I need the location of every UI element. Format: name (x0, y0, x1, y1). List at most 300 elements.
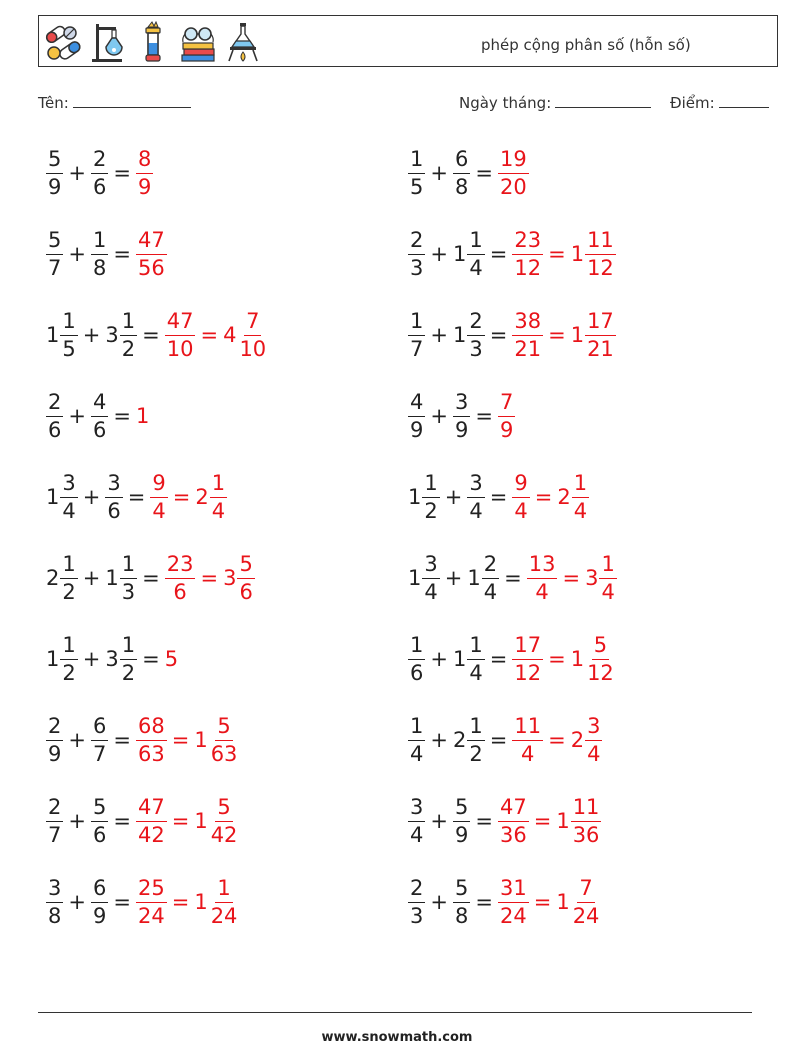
numerator: 2 (482, 553, 499, 579)
fraction (512, 634, 543, 685)
denominator: 63 (137, 741, 165, 766)
fraction (571, 796, 602, 847)
whole-part: 2 (557, 485, 571, 509)
answer-number (571, 715, 603, 766)
equals-sign: = (562, 566, 581, 590)
numerator: 47 (136, 229, 167, 255)
fraction (498, 796, 529, 847)
numerator: 47 (165, 310, 196, 336)
fraction (136, 877, 167, 928)
fraction (209, 796, 240, 847)
numerator: 2 (408, 877, 425, 903)
fraction (453, 148, 470, 199)
equals-sign: = (113, 890, 131, 914)
mixed-number (408, 634, 425, 685)
denominator: 8 (48, 903, 62, 928)
denominator: 36 (572, 822, 600, 847)
fraction (209, 715, 240, 766)
denominator: 2 (469, 741, 483, 766)
answer-number (165, 647, 179, 671)
fraction (46, 229, 63, 280)
whole-part: 1 (570, 242, 585, 266)
whole-part: 1 (452, 242, 467, 266)
mixed-number (46, 391, 63, 442)
plus-sign: + (430, 161, 448, 185)
fraction (46, 391, 63, 442)
equals-sign: = (533, 809, 552, 833)
answer-number (195, 472, 227, 523)
plus-sign: + (68, 809, 86, 833)
denominator: 12 (587, 255, 614, 280)
problem-item (408, 872, 601, 932)
numerator: 11 (585, 229, 616, 255)
plus-sign: + (430, 809, 448, 833)
answer-number (571, 310, 616, 361)
numerator: 1 (120, 553, 137, 579)
numerator: 31 (498, 877, 529, 903)
numerator: 5 (453, 796, 470, 822)
mixed-number (46, 796, 63, 847)
denominator: 4 (410, 741, 424, 766)
name-blank (73, 95, 191, 108)
equals-sign: = (475, 404, 493, 428)
denominator: 6 (92, 174, 107, 199)
mixed-number (453, 310, 485, 361)
equals-sign: = (489, 323, 508, 347)
denominator: 4 (410, 822, 424, 847)
denominator: 2 (121, 660, 136, 685)
fraction (467, 715, 484, 766)
fraction (408, 229, 425, 280)
fraction (46, 877, 63, 928)
fraction (422, 553, 439, 604)
denominator: 8 (454, 174, 469, 199)
denominator: 12 (514, 660, 542, 685)
denominator: 10 (239, 336, 267, 361)
whole-part: 1 (452, 323, 467, 347)
equals-sign: = (533, 890, 552, 914)
mixed-number (453, 634, 485, 685)
fraction (120, 310, 137, 361)
mixed-number (105, 310, 137, 361)
mixed-number (91, 391, 108, 442)
denominator: 3 (410, 255, 424, 280)
denominator: 9 (137, 174, 152, 199)
problem-item (46, 386, 150, 446)
answer-number (136, 229, 167, 280)
fraction (120, 553, 137, 604)
answer-number (136, 715, 167, 766)
numerator: 1 (408, 634, 425, 660)
plus-sign: + (68, 728, 86, 752)
answer-number (136, 796, 167, 847)
fraction (91, 877, 108, 928)
worksheet-title: phép cộng phân số (hỗn số) (481, 36, 691, 54)
fraction (91, 796, 108, 847)
numerator: 1 (572, 472, 589, 498)
books-goggles-icon (178, 21, 218, 63)
lab-flask-stand-icon (88, 21, 128, 63)
denominator: 4 (535, 579, 549, 604)
answer-number (512, 310, 543, 361)
answer-number (498, 796, 529, 847)
fraction (91, 715, 108, 766)
numerator: 47 (136, 796, 167, 822)
denominator: 36 (499, 822, 527, 847)
numerator: 17 (512, 634, 543, 660)
whole-part: 2 (452, 728, 467, 752)
numerator: 5 (237, 553, 254, 579)
denominator: 6 (173, 579, 187, 604)
problem-item (408, 710, 602, 770)
answer-number (556, 796, 601, 847)
denominator: 6 (410, 660, 424, 685)
mixed-number (408, 877, 425, 928)
fraction (453, 796, 470, 847)
numerator: 13 (527, 553, 558, 579)
answer-number (223, 553, 255, 604)
fraction (512, 715, 543, 766)
date-label: Ngày tháng: (459, 94, 552, 112)
whole-part: 3 (223, 566, 237, 590)
fraction (527, 553, 558, 604)
denominator: 56 (137, 255, 165, 280)
mixed-number (453, 796, 470, 847)
denominator: 4 (573, 498, 588, 523)
numerator: 1 (215, 877, 232, 903)
numerator: 7 (577, 877, 594, 903)
mixed-number (91, 229, 108, 280)
denominator: 6 (48, 417, 62, 442)
answer-number (571, 634, 616, 685)
denominator: 2 (121, 336, 136, 361)
numerator: 2 (467, 310, 484, 336)
numerator: 3 (46, 877, 63, 903)
plus-sign: + (444, 485, 463, 509)
numerator: 6 (453, 148, 470, 174)
fraction (408, 391, 425, 442)
score-blank (719, 95, 769, 108)
problem-item (408, 305, 616, 365)
mixed-number (408, 553, 440, 604)
numerator: 2 (46, 796, 63, 822)
whole-part: 1 (467, 566, 481, 590)
plus-sign: + (430, 647, 448, 671)
numerator: 1 (467, 229, 484, 255)
problem-item (46, 791, 239, 851)
numerator: 2 (91, 148, 108, 174)
mixed-number (46, 472, 78, 523)
equals-sign: = (171, 728, 190, 752)
denominator: 20 (499, 174, 527, 199)
denominator: 4 (469, 255, 483, 280)
plus-sign: + (444, 566, 463, 590)
numerator: 3 (105, 472, 122, 498)
answer-number (136, 877, 167, 928)
fraction (165, 310, 196, 361)
whole-part: 5 (164, 647, 179, 671)
denominator: 8 (92, 255, 107, 280)
denominator: 24 (499, 903, 527, 928)
plus-sign: + (82, 566, 101, 590)
numerator: 4 (408, 391, 425, 417)
numerator: 1 (467, 715, 484, 741)
numerator: 7 (498, 391, 515, 417)
numerator: 7 (244, 310, 261, 336)
numerator: 3 (453, 391, 470, 417)
mixed-number (105, 634, 137, 685)
whole-part: 4 (223, 323, 237, 347)
problem-item (408, 791, 601, 851)
plus-sign: + (430, 728, 448, 752)
fraction (136, 229, 167, 280)
equals-sign: = (171, 890, 190, 914)
problem-item (46, 143, 153, 203)
pills-icon (43, 21, 83, 63)
denominator: 12 (514, 255, 542, 280)
numerator: 3 (585, 715, 602, 741)
denominator: 4 (469, 660, 483, 685)
fraction (498, 148, 529, 199)
mixed-number (91, 796, 108, 847)
numerator: 2 (408, 229, 425, 255)
plus-sign: + (68, 242, 86, 266)
equals-sign: = (142, 323, 160, 347)
mixed-number (408, 148, 425, 199)
numerator: 23 (165, 553, 196, 579)
plus-sign: + (82, 485, 101, 509)
whole-part: 3 (105, 323, 119, 347)
fraction (136, 796, 167, 847)
denominator: 6 (107, 498, 121, 523)
fraction (60, 472, 77, 523)
problem-item (46, 548, 255, 608)
numerator: 5 (215, 796, 232, 822)
answer-number (512, 472, 529, 523)
mixed-number (453, 391, 470, 442)
equals-sign: = (142, 566, 160, 590)
whole-part: 1 (105, 566, 119, 590)
answer-number (194, 715, 239, 766)
numerator: 1 (60, 634, 77, 660)
denominator: 4 (483, 579, 498, 604)
numerator: 1 (599, 553, 616, 579)
answer-number (527, 553, 558, 604)
numerator: 1 (91, 229, 108, 255)
problem-item (46, 305, 268, 365)
problem-item (408, 467, 589, 527)
fraction (498, 391, 515, 442)
plus-sign: + (430, 890, 448, 914)
equals-sign: = (475, 161, 493, 185)
mixed-number (105, 472, 122, 523)
denominator: 9 (48, 174, 62, 199)
whole-part: 1 (570, 647, 585, 671)
fraction (46, 148, 63, 199)
denominator: 3 (469, 336, 483, 361)
mixed-number (453, 229, 485, 280)
numerator: 2 (46, 391, 63, 417)
whole-part: 1 (135, 404, 150, 428)
numerator: 3 (422, 553, 439, 579)
numerator: 1 (408, 310, 425, 336)
mixed-number (408, 310, 425, 361)
numerator: 8 (136, 148, 153, 174)
mixed-number (91, 715, 108, 766)
answer-number (498, 391, 515, 442)
equals-sign: = (548, 242, 566, 266)
denominator: 5 (410, 174, 424, 199)
fraction (467, 229, 484, 280)
numerator: 1 (210, 472, 227, 498)
name-label: Tên: (38, 94, 69, 112)
equals-sign: = (113, 404, 131, 428)
problem-item (46, 467, 227, 527)
numerator: 6 (91, 877, 108, 903)
fraction (482, 553, 499, 604)
problem-item (408, 548, 617, 608)
problem-item (46, 629, 179, 689)
fraction (91, 391, 108, 442)
answer-number (498, 148, 529, 199)
answer-number (194, 796, 239, 847)
denominator: 42 (210, 822, 238, 847)
answer-number (512, 715, 543, 766)
date-blank (555, 95, 651, 108)
plus-sign: + (430, 323, 448, 347)
numerator: 1 (408, 148, 425, 174)
numerator: 1 (60, 310, 77, 336)
numerator: 38 (512, 310, 543, 336)
footer-url: www.snowmath.com (321, 1030, 473, 1045)
numerator: 1 (408, 715, 425, 741)
denominator: 24 (572, 903, 600, 928)
plus-sign: + (68, 890, 86, 914)
fraction (467, 310, 484, 361)
whole-part: 1 (408, 485, 422, 509)
fraction (408, 877, 425, 928)
fraction (237, 310, 268, 361)
denominator: 4 (521, 741, 535, 766)
fraction (60, 310, 77, 361)
numerator: 11 (512, 715, 543, 741)
whole-part: 2 (570, 728, 585, 752)
denominator: 63 (210, 741, 238, 766)
denominator: 6 (239, 579, 253, 604)
flask-burner-icon (223, 21, 263, 63)
fraction (408, 796, 425, 847)
footer-divider (38, 1012, 752, 1013)
equals-sign: = (489, 242, 508, 266)
equals-sign: = (113, 242, 131, 266)
answer-number (150, 472, 167, 523)
numerator: 1 (120, 634, 137, 660)
problem-item (408, 143, 529, 203)
numerator: 11 (571, 796, 602, 822)
worksheet-header (38, 15, 778, 67)
numerator: 1 (467, 634, 484, 660)
mixed-number (453, 148, 470, 199)
problem-item (46, 710, 239, 770)
fraction (571, 877, 602, 928)
fraction (209, 877, 240, 928)
fraction (585, 715, 602, 766)
fraction (422, 472, 439, 523)
answer-number (136, 148, 153, 199)
mixed-number (453, 877, 470, 928)
fraction (165, 553, 196, 604)
numerator: 3 (408, 796, 425, 822)
numerator: 3 (60, 472, 77, 498)
denominator: 24 (210, 903, 238, 928)
numerator: 5 (46, 148, 63, 174)
numerator: 5 (453, 877, 470, 903)
numerator: 5 (215, 715, 232, 741)
whole-part: 1 (570, 323, 585, 347)
mixed-number (408, 391, 425, 442)
numerator: 1 (422, 472, 439, 498)
test-tube-icon (133, 21, 173, 63)
fraction (210, 472, 227, 523)
mixed-number (46, 634, 78, 685)
mixed-number (105, 553, 137, 604)
fraction (120, 634, 137, 685)
answer-number (512, 634, 543, 685)
mixed-number (46, 229, 63, 280)
numerator: 2 (46, 715, 63, 741)
denominator: 7 (48, 822, 62, 847)
fraction (453, 391, 470, 442)
fraction (512, 229, 543, 280)
whole-part: 2 (195, 485, 209, 509)
equals-sign: = (200, 323, 219, 347)
answer-number (498, 877, 529, 928)
denominator: 7 (410, 336, 424, 361)
numerator: 5 (91, 796, 108, 822)
problem-item (46, 872, 239, 932)
answer-number (512, 229, 543, 280)
denominator: 10 (166, 336, 194, 361)
plus-sign: + (430, 242, 448, 266)
mixed-number (46, 310, 78, 361)
mixed-number (408, 796, 425, 847)
denominator: 4 (469, 498, 483, 523)
denominator: 4 (424, 579, 438, 604)
equals-sign: = (548, 728, 566, 752)
mixed-number (46, 148, 63, 199)
fraction (498, 877, 529, 928)
denominator: 2 (424, 498, 438, 523)
fraction (585, 634, 616, 685)
numerator: 19 (498, 148, 529, 174)
denominator: 2 (62, 660, 76, 685)
denominator: 6 (92, 417, 107, 442)
fraction (408, 148, 425, 199)
denominator: 24 (137, 903, 165, 928)
whole-part: 1 (46, 323, 60, 347)
numerator: 25 (136, 877, 167, 903)
denominator: 42 (137, 822, 165, 847)
whole-part: 1 (194, 809, 208, 833)
fraction (467, 634, 484, 685)
fraction (46, 715, 63, 766)
equals-sign: = (113, 161, 131, 185)
answer-number (585, 553, 617, 604)
numerator: 1 (120, 310, 137, 336)
mixed-number (453, 715, 485, 766)
whole-part: 1 (556, 890, 570, 914)
mixed-number (467, 553, 499, 604)
